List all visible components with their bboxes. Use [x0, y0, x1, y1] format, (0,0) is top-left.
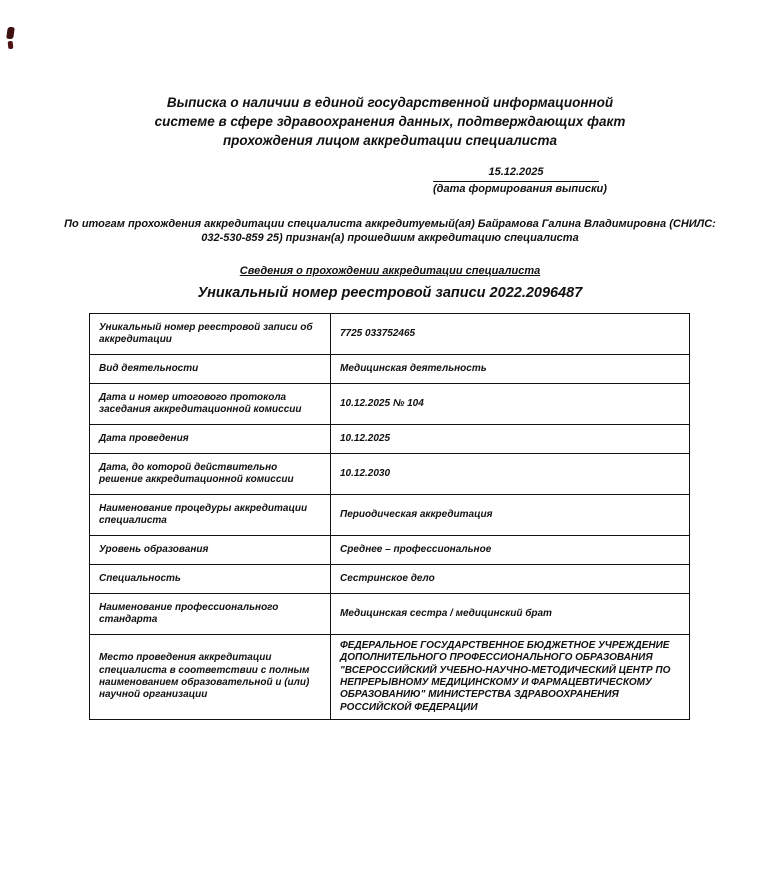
row-label: Уникальный номер реестровой записи об аккредитации — [90, 314, 331, 355]
row-value: Медицинская деятельность — [331, 355, 690, 384]
table-row — [90, 355, 690, 384]
row-label: Специальность — [90, 565, 331, 594]
document-title-line: Выписка о наличии в единой государственной информационной — [166, 95, 614, 110]
table-row — [90, 454, 690, 495]
row-value: 10.12.2030 — [331, 454, 690, 495]
table-row — [90, 594, 690, 635]
row-label: Место проведения аккредитации специалиста в соответствии с полным наименованием образовательной и (или) научной организации — [90, 635, 331, 720]
accreditation-details-table — [89, 313, 690, 720]
row-value: Сестринское дело — [331, 565, 690, 594]
document-title-line: системе в сфере здравоохранения данных, подтверждающих факт — [154, 114, 626, 129]
row-value: 10.12.2025 — [331, 425, 690, 454]
document-title-line: прохождения лицом аккредитации специалиста — [222, 133, 558, 148]
row-label: Наименование процедуры аккредитации специалиста — [90, 495, 331, 536]
row-value: Медицинская сестра / медицинский брат — [331, 594, 690, 635]
document-title — [0, 93, 780, 150]
row-label: Дата и номер итогового протокола заседания аккредитационной комиссии — [90, 384, 331, 425]
table-row — [90, 425, 690, 454]
row-label: Уровень образования — [90, 536, 331, 565]
section-heading: Сведения о прохождении аккредитации специалиста — [239, 265, 541, 277]
row-label: Дата, до которой действительно решение аккредитационной комиссии — [90, 454, 331, 495]
row-value: Периодическая аккредитация — [331, 495, 690, 536]
scan-artifact-mark-small — [8, 41, 14, 49]
extract-date-value: 15.12.2025 — [433, 165, 599, 182]
intro-paragraph-line: 032-530-859 25) признан(а) прошедшим аккредитацию специалиста — [201, 231, 579, 244]
row-label: Наименование профессионального стандарта — [90, 594, 331, 635]
row-value: 10.12.2025 № 104 — [331, 384, 690, 425]
intro-paragraph-line: По итогам прохождения аккредитации специалиста аккредитуемый(ая) Байрамова Галина Владимировна (СНИЛС: — [64, 218, 716, 230]
table-row — [90, 635, 690, 720]
row-value: ФЕДЕРАЛЬНОЕ ГОСУДАРСТВЕННОЕ БЮДЖЕТНОЕ УЧРЕЖДЕНИЕ ДОПОЛНИТЕЛЬНОГО ПРОФЕССИОНАЛЬНОГО ОБРАЗОВАНИЯ "ВСЕРОССИЙСКИЙ УЧЕБНО-НАУЧНО-МЕТОДИЧЕСКИЙ ЦЕНТР ПО НЕПРЕРЫВНОМУ МЕДИЦИНСКОМУ И ФАРМАЦЕВТИЧЕСКОМУ ОБРАЗОВАНИЮ" МИНИСТЕРСТВА ЗДРАВООХРАНЕНИЯ РОССИЙСКОЙ ФЕДЕРАЦИИ — [331, 635, 690, 720]
row-value: Среднее – профессиональное — [331, 536, 690, 565]
registry-number-heading: Уникальный номер реестровой записи 2022.2096487 — [197, 285, 583, 301]
row-label: Вид деятельности — [90, 355, 331, 384]
table-row — [90, 536, 690, 565]
extract-date-caption: (дата формирования выписки) — [433, 183, 607, 195]
row-label: Дата проведения — [90, 425, 331, 454]
table-row — [90, 384, 690, 425]
table-row — [90, 565, 690, 594]
row-value: 7725 033752465 — [331, 314, 690, 355]
extract-date-block — [433, 165, 607, 196]
table-row — [90, 314, 690, 355]
table-row — [90, 495, 690, 536]
scan-artifact-mark — [6, 27, 15, 40]
intro-paragraph — [0, 218, 780, 245]
